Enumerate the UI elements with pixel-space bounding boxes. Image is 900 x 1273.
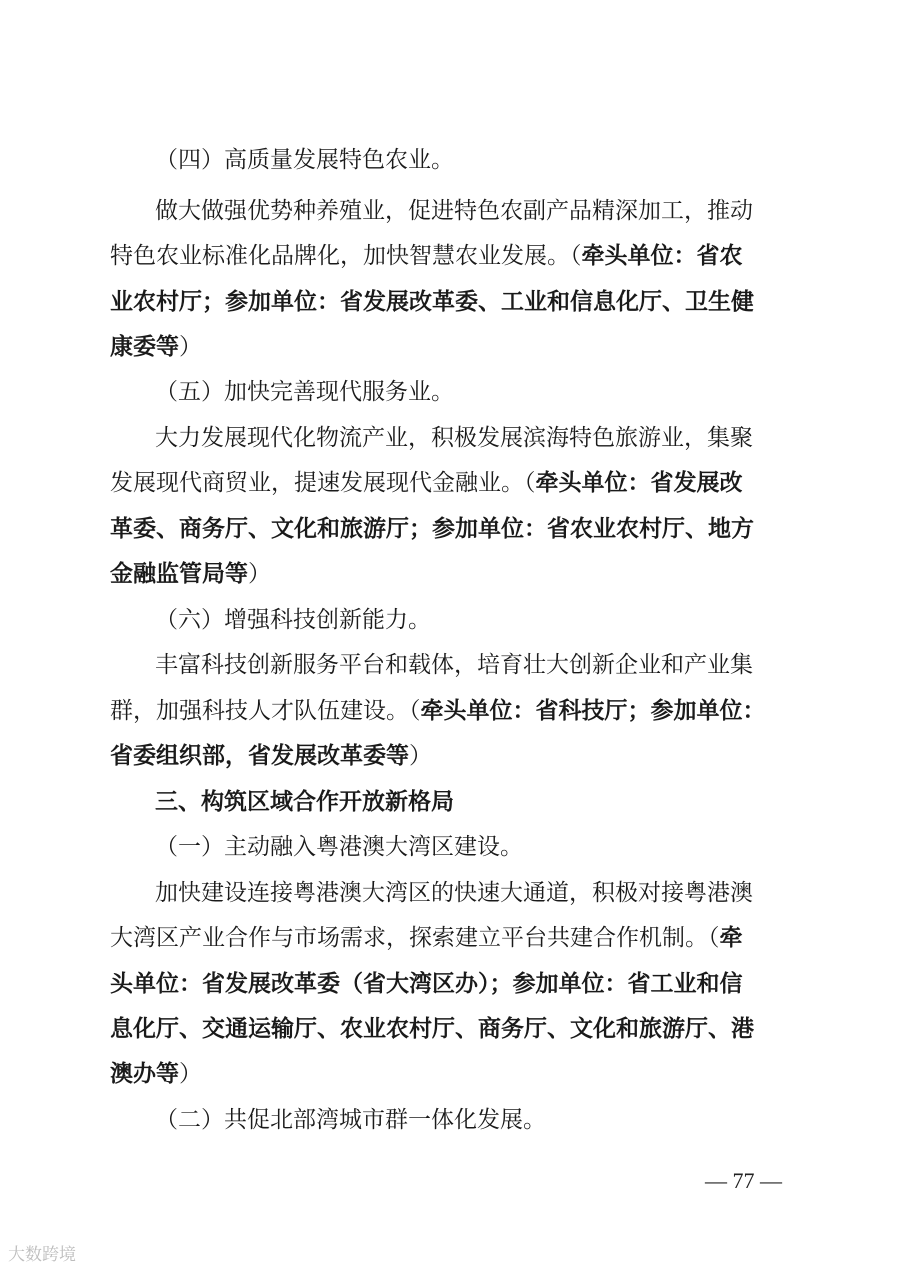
paragraph-line xyxy=(110,241,800,271)
paragraph-line xyxy=(110,696,800,726)
body-text: 大湾区产业合作与市场需求，探索建立平台共建合作机制。（ xyxy=(110,925,720,951)
paragraph-line xyxy=(110,1014,800,1044)
bold-text: 息化厅、交通运输厅、农业农村厅、商务厅、文化和旅游厅、港 xyxy=(110,1016,754,1042)
body-text: 群，加强科技人才队伍建设。（ xyxy=(110,698,421,724)
body-text: ） xyxy=(248,561,271,587)
paragraph-line xyxy=(110,287,800,317)
paragraph-line xyxy=(110,514,800,544)
body-text: 发展现代商贸业，提速发展现代金融业。（ xyxy=(110,470,536,496)
paragraph-line xyxy=(155,650,845,680)
paragraph-line xyxy=(110,332,800,362)
body-text: 大力发展现代化物流产业，积极发展滨海特色旅游业，集聚 xyxy=(155,425,753,451)
page-number: — 77 — xyxy=(705,1168,782,1193)
body-text: 做大做强优势种养殖业，促进特色农副产品精深加工，推动 xyxy=(155,198,753,224)
paragraph-line xyxy=(155,196,845,226)
bold-text: 澳办等 xyxy=(110,1061,179,1087)
paragraph-line xyxy=(110,468,800,498)
paragraph-line xyxy=(110,923,800,953)
bold-text: 头单位：省发展改革委（省大湾区办）；参加单位：省工业和信 xyxy=(110,971,743,997)
subheading: （四）高质量发展特色农业。 xyxy=(155,147,454,173)
body-text: 加快建设连接粤港澳大湾区的快速大通道，积极对接粤港澳 xyxy=(155,880,753,906)
body-text: ） xyxy=(409,743,432,769)
paragraph-line xyxy=(110,741,800,771)
body-text: 丰富科技创新服务平台和载体，培育壮大创新企业和产业集 xyxy=(155,652,753,678)
bold-text: 金融监管局等 xyxy=(110,561,248,587)
subheading: （六）增强科技创新能力。 xyxy=(155,607,431,633)
section-heading: 三、构筑区域合作开放新格局 xyxy=(155,789,454,815)
bold-text: 牵头单位：省科技厅；参加单位： xyxy=(420,698,766,724)
subheading: （二）共促北部湾城市群一体化发展。 xyxy=(155,1107,546,1133)
bold-text: 康委等 xyxy=(110,334,179,360)
body-text: 特色农业标准化品牌化，加快智慧农业发展。（ xyxy=(110,243,582,269)
paragraph-line xyxy=(155,423,845,453)
bold-text: 省委组织部，省发展改革委等 xyxy=(110,743,409,769)
bold-text: 牵头单位：省发展改 xyxy=(535,470,743,496)
subheading: （一）主动融入粤港澳大湾区建设。 xyxy=(155,834,523,860)
paragraph-line xyxy=(110,559,800,589)
paragraph-line xyxy=(110,969,800,999)
bold-text: 革委、商务厅、文化和旅游厅；参加单位：省农业农村厅、地方 xyxy=(110,516,754,542)
bold-text: 牵头单位：省农 xyxy=(581,243,743,269)
paragraph-line xyxy=(110,1059,800,1089)
bold-text: 牵 xyxy=(719,925,743,951)
bold-text: 业农村厅；参加单位：省发展改革委、工业和信息化厅、卫生健 xyxy=(110,289,754,315)
subheading: （五）加快完善现代服务业。 xyxy=(155,379,454,405)
paragraph-line xyxy=(155,878,845,908)
body-text: ） xyxy=(179,1061,202,1087)
watermark: 大数跨境 xyxy=(8,1245,76,1265)
body-text: ） xyxy=(179,334,202,360)
